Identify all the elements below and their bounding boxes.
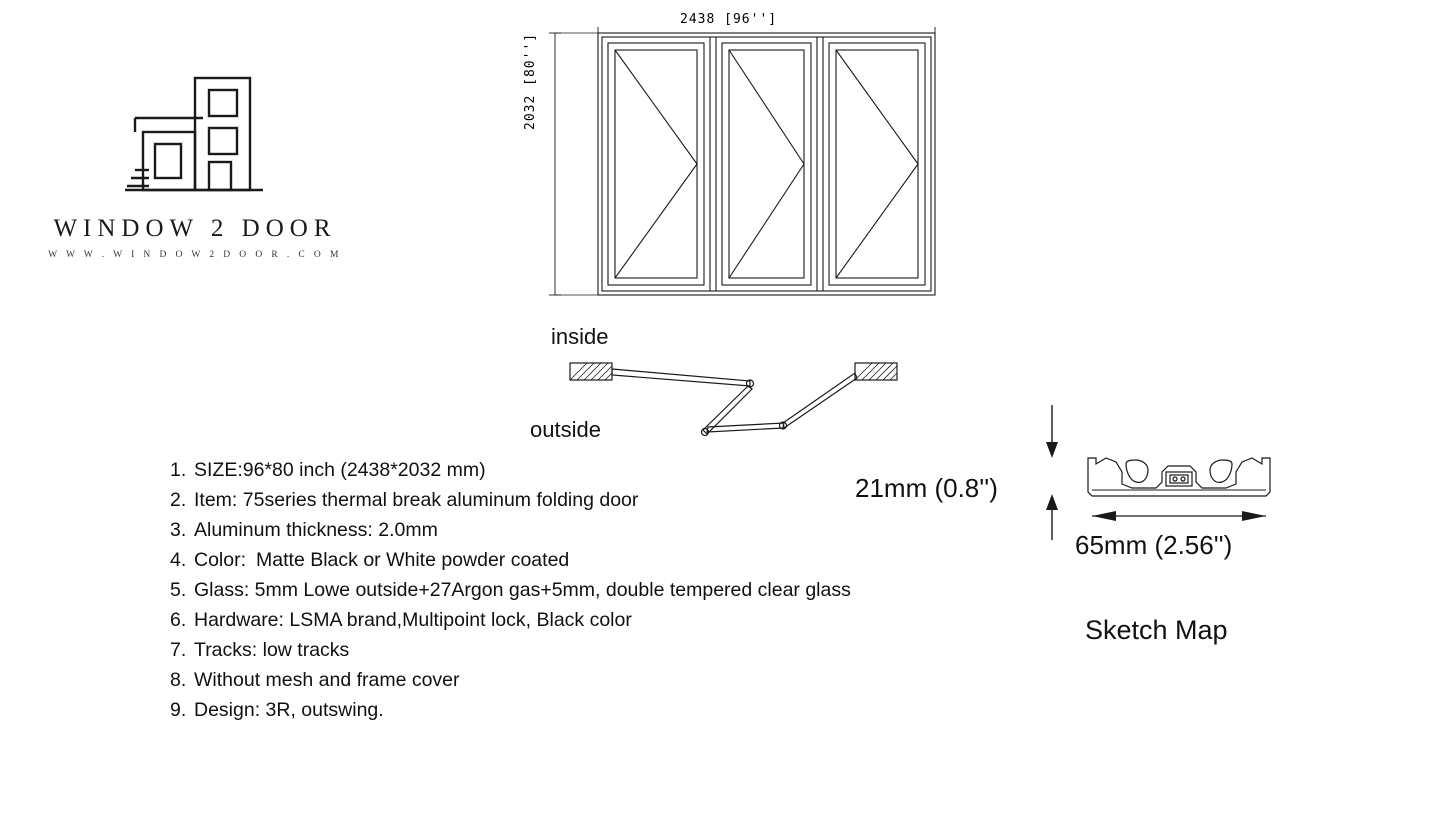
spec-number: 1. <box>170 459 187 481</box>
spec-text: Aluminum thickness: 2.0mm <box>194 519 438 541</box>
spec-text: Color: <box>194 549 247 571</box>
sketch-height-dimension: 21mm (0.8'') <box>855 473 998 503</box>
elevation-width-dimension: 2438 [96''] <box>680 12 778 27</box>
spec-number: 9. <box>170 699 187 721</box>
sketch-width-dimension: 65mm (2.56'') <box>1075 530 1233 560</box>
spec-number: 4. <box>170 549 187 571</box>
spec-number: 8. <box>170 669 187 691</box>
brand-name: WINDOW 2 DOOR <box>53 215 337 242</box>
spec-item <box>170 485 930 515</box>
brand-logo-block <box>30 70 360 270</box>
spec-item <box>170 635 930 665</box>
spec-number: 6. <box>170 609 187 631</box>
brand-website: W W W . W I N D O W 2 D O O R . C O M <box>48 250 342 260</box>
spec-item <box>170 545 930 575</box>
specification-list <box>170 455 930 725</box>
spec-number: 7. <box>170 639 187 661</box>
spec-text: Without mesh and frame cover <box>194 669 460 691</box>
spec-number: 2. <box>170 489 187 511</box>
sketch-map-title: Sketch Map <box>1085 615 1228 645</box>
spec-item <box>170 605 930 635</box>
inside-label: inside <box>551 324 609 349</box>
spec-color-value: Matte Black or White powder coated <box>256 549 570 571</box>
sketch-map-block <box>855 400 1420 680</box>
spec-number: 5. <box>170 579 187 601</box>
building-outline-icon <box>125 70 265 205</box>
door-elevation-drawing <box>520 5 960 330</box>
spec-text: Hardware: LSMA brand,Multipoint lock, Black color <box>194 609 632 631</box>
outside-label: outside <box>530 417 601 442</box>
spec-text: SIZE:96*80 inch (2438*2032 mm) <box>194 459 486 481</box>
spec-item <box>170 665 930 695</box>
spec-text: Item: 75series thermal break aluminum folding door <box>194 489 639 511</box>
elevation-height-dimension: 2032 [80''] <box>523 32 538 130</box>
spec-item <box>170 695 930 725</box>
spec-number: 3. <box>170 519 187 541</box>
door-plan-fold-diagram <box>555 355 935 470</box>
spec-item <box>170 455 930 485</box>
spec-text: Tracks: low tracks <box>194 639 350 661</box>
spec-text: Glass: 5mm Lowe outside+27Argon gas+5mm, double tempered clear glass <box>194 579 851 601</box>
spec-text: Design: 3R, outswing. <box>194 699 384 721</box>
spec-item <box>170 515 930 545</box>
spec-item <box>170 575 930 605</box>
